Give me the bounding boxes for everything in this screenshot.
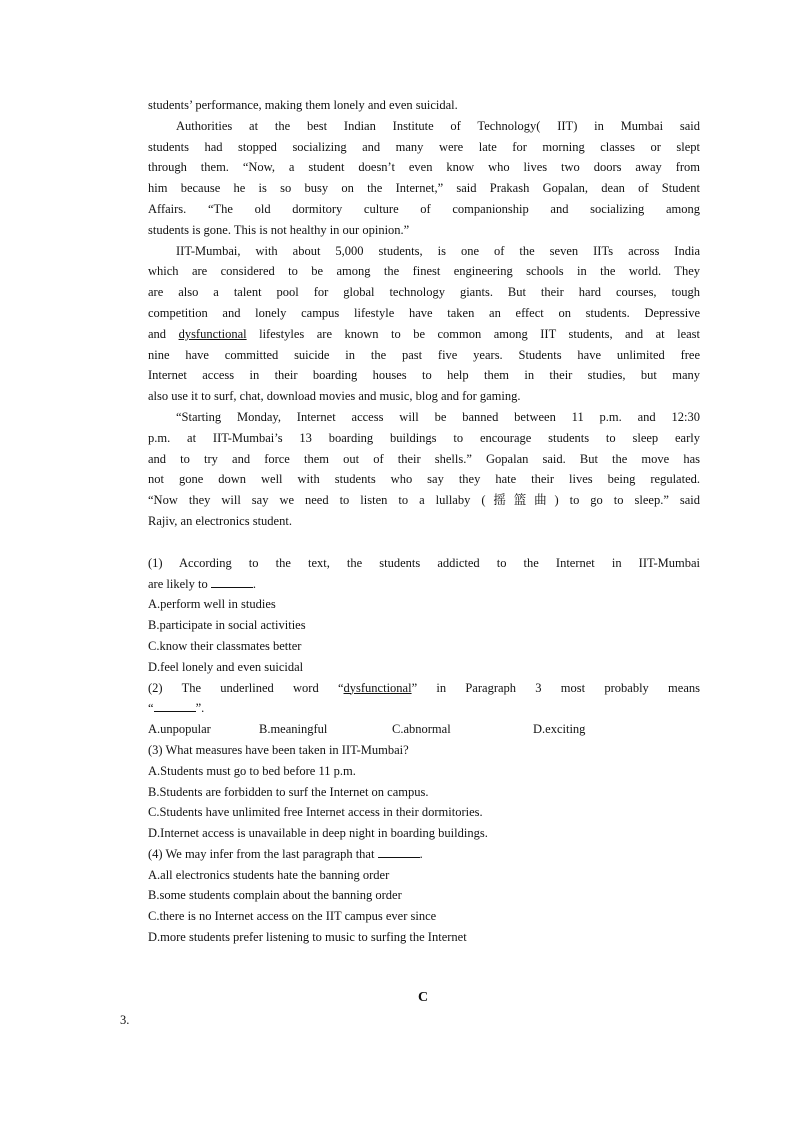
option-c: C.there is no Internet access on the IIT campus ever since xyxy=(148,909,437,924)
passage-line: Affairs. “The old dormitory culture of companionship and socializing among xyxy=(148,201,700,216)
option-a: A.perform well in studies xyxy=(148,597,276,612)
option-d: D.feel lonely and even suicidal xyxy=(148,659,304,674)
question-number: 3. xyxy=(120,1013,130,1027)
question-text: (4) We may infer from the last paragraph that xyxy=(148,846,375,861)
option-b: B.Students are forbidden to surf the Internet on campus. xyxy=(148,784,429,799)
passage-line: Authorities at the best Indian Institute of Technology( IIT) in Mumbai said xyxy=(176,118,700,133)
answer-blank xyxy=(154,699,196,712)
passage-text: lifestyles are known to be common among IIT students, and at least xyxy=(259,326,700,341)
passage-line: through them. “Now, a student doesn’t even know who lives two doors away from xyxy=(148,160,700,175)
passage-line: students is gone. This is not healthy in our opinion.” xyxy=(148,222,410,237)
question-2-stem xyxy=(148,678,700,699)
passage-line: Rajiv, an electronics student. xyxy=(148,513,292,528)
underlined-word: dysfunctional xyxy=(343,680,412,695)
question-text: . xyxy=(419,846,423,861)
passage-line: are also a talent pool for global technology giants. But their hard courses, tough xyxy=(148,285,700,300)
passage-line: him because he is so busy on the Internet,” said Prakash Gopalan, dean of Student xyxy=(148,181,700,196)
passage-line: not gone down well with students who say they hate their lives being regulated. xyxy=(148,472,700,487)
passage-line: and to try and force them out of their shells.” Gopalan said. But the move has xyxy=(148,451,700,466)
passage-line: “Starting Monday, Internet access will be banned between 11 p.m. and 12:30 xyxy=(176,409,700,424)
question-1-stem-cont xyxy=(148,574,700,595)
passage-line: “Now they will say we need to listen to a lullaby (摇篮曲) to go to sleep.” said xyxy=(148,493,700,508)
option-d: D.more students prefer listening to music to surfing the Internet xyxy=(148,930,467,945)
option-b: B.meaningful xyxy=(259,722,328,737)
question-2-options xyxy=(148,719,700,740)
passage-line: which are considered to be among the finest engineering schools in the world. They xyxy=(148,264,700,279)
option-b: B.participate in social activities xyxy=(148,618,306,633)
option-a: A.all electronics students hate the banning order xyxy=(148,867,390,882)
section-heading: C xyxy=(417,990,429,1005)
question-text: ” in Paragraph 3 most probably means xyxy=(411,680,700,695)
passage-line xyxy=(148,324,700,345)
option-c: C.know their classmates better xyxy=(148,638,302,653)
passage-line: IIT-Mumbai, with about 5,000 students, is one of the seven IITs across India xyxy=(176,243,700,258)
passage-line: competition and lonely campus lifestyle have taken an effect on students. Depressive xyxy=(148,305,700,320)
question-2-stem-cont xyxy=(148,698,700,719)
passage-line: nine have committed suicide in the past five years. Students have unlimited free xyxy=(148,347,700,362)
passage-line: p.m. at IIT-Mumbai’s 13 boarding buildings to encourage students to sleep early xyxy=(148,430,700,445)
passage-text: and xyxy=(148,326,167,341)
reading-passage xyxy=(148,95,700,948)
answer-blank xyxy=(378,845,420,858)
option-c: C.Students have unlimited free Internet access in their dormitories. xyxy=(148,805,483,820)
question-4-stem xyxy=(148,844,700,865)
option-a: A.unpopular xyxy=(148,722,211,737)
question-text: ”. xyxy=(195,701,205,716)
underlined-word: dysfunctional xyxy=(178,326,247,341)
passage-line: Internet access in their boarding houses to help them in their studies, but many xyxy=(148,368,700,383)
question-text: “ xyxy=(148,701,154,716)
question-text: (2) The underlined word “ xyxy=(148,680,344,695)
passage-line: students had stopped socializing and many were late for morning classes or slept xyxy=(148,139,700,154)
question-3-stem: (3) What measures have been taken in IIT-Mumbai? xyxy=(148,742,409,757)
question-1-stem: (1) According to the text, the students addicted to the Internet in IIT-Mumbai xyxy=(148,555,700,570)
passage-line: students’ performance, making them lonely and even suicidal. xyxy=(148,98,458,112)
option-b: B.some students complain about the banning order xyxy=(148,888,402,903)
option-d: D.exciting xyxy=(533,722,586,737)
option-a: A.Students must go to bed before 11 p.m. xyxy=(148,763,356,778)
option-c: C.abnormal xyxy=(392,722,451,737)
answer-blank xyxy=(211,575,253,588)
question-text: . xyxy=(252,576,256,591)
question-text: are likely to xyxy=(148,576,208,591)
passage-line: also use it to surf, chat, download movies and music, blog and for gaming. xyxy=(148,389,521,404)
option-d: D.Internet access is unavailable in deep night in boarding buildings. xyxy=(148,826,488,841)
